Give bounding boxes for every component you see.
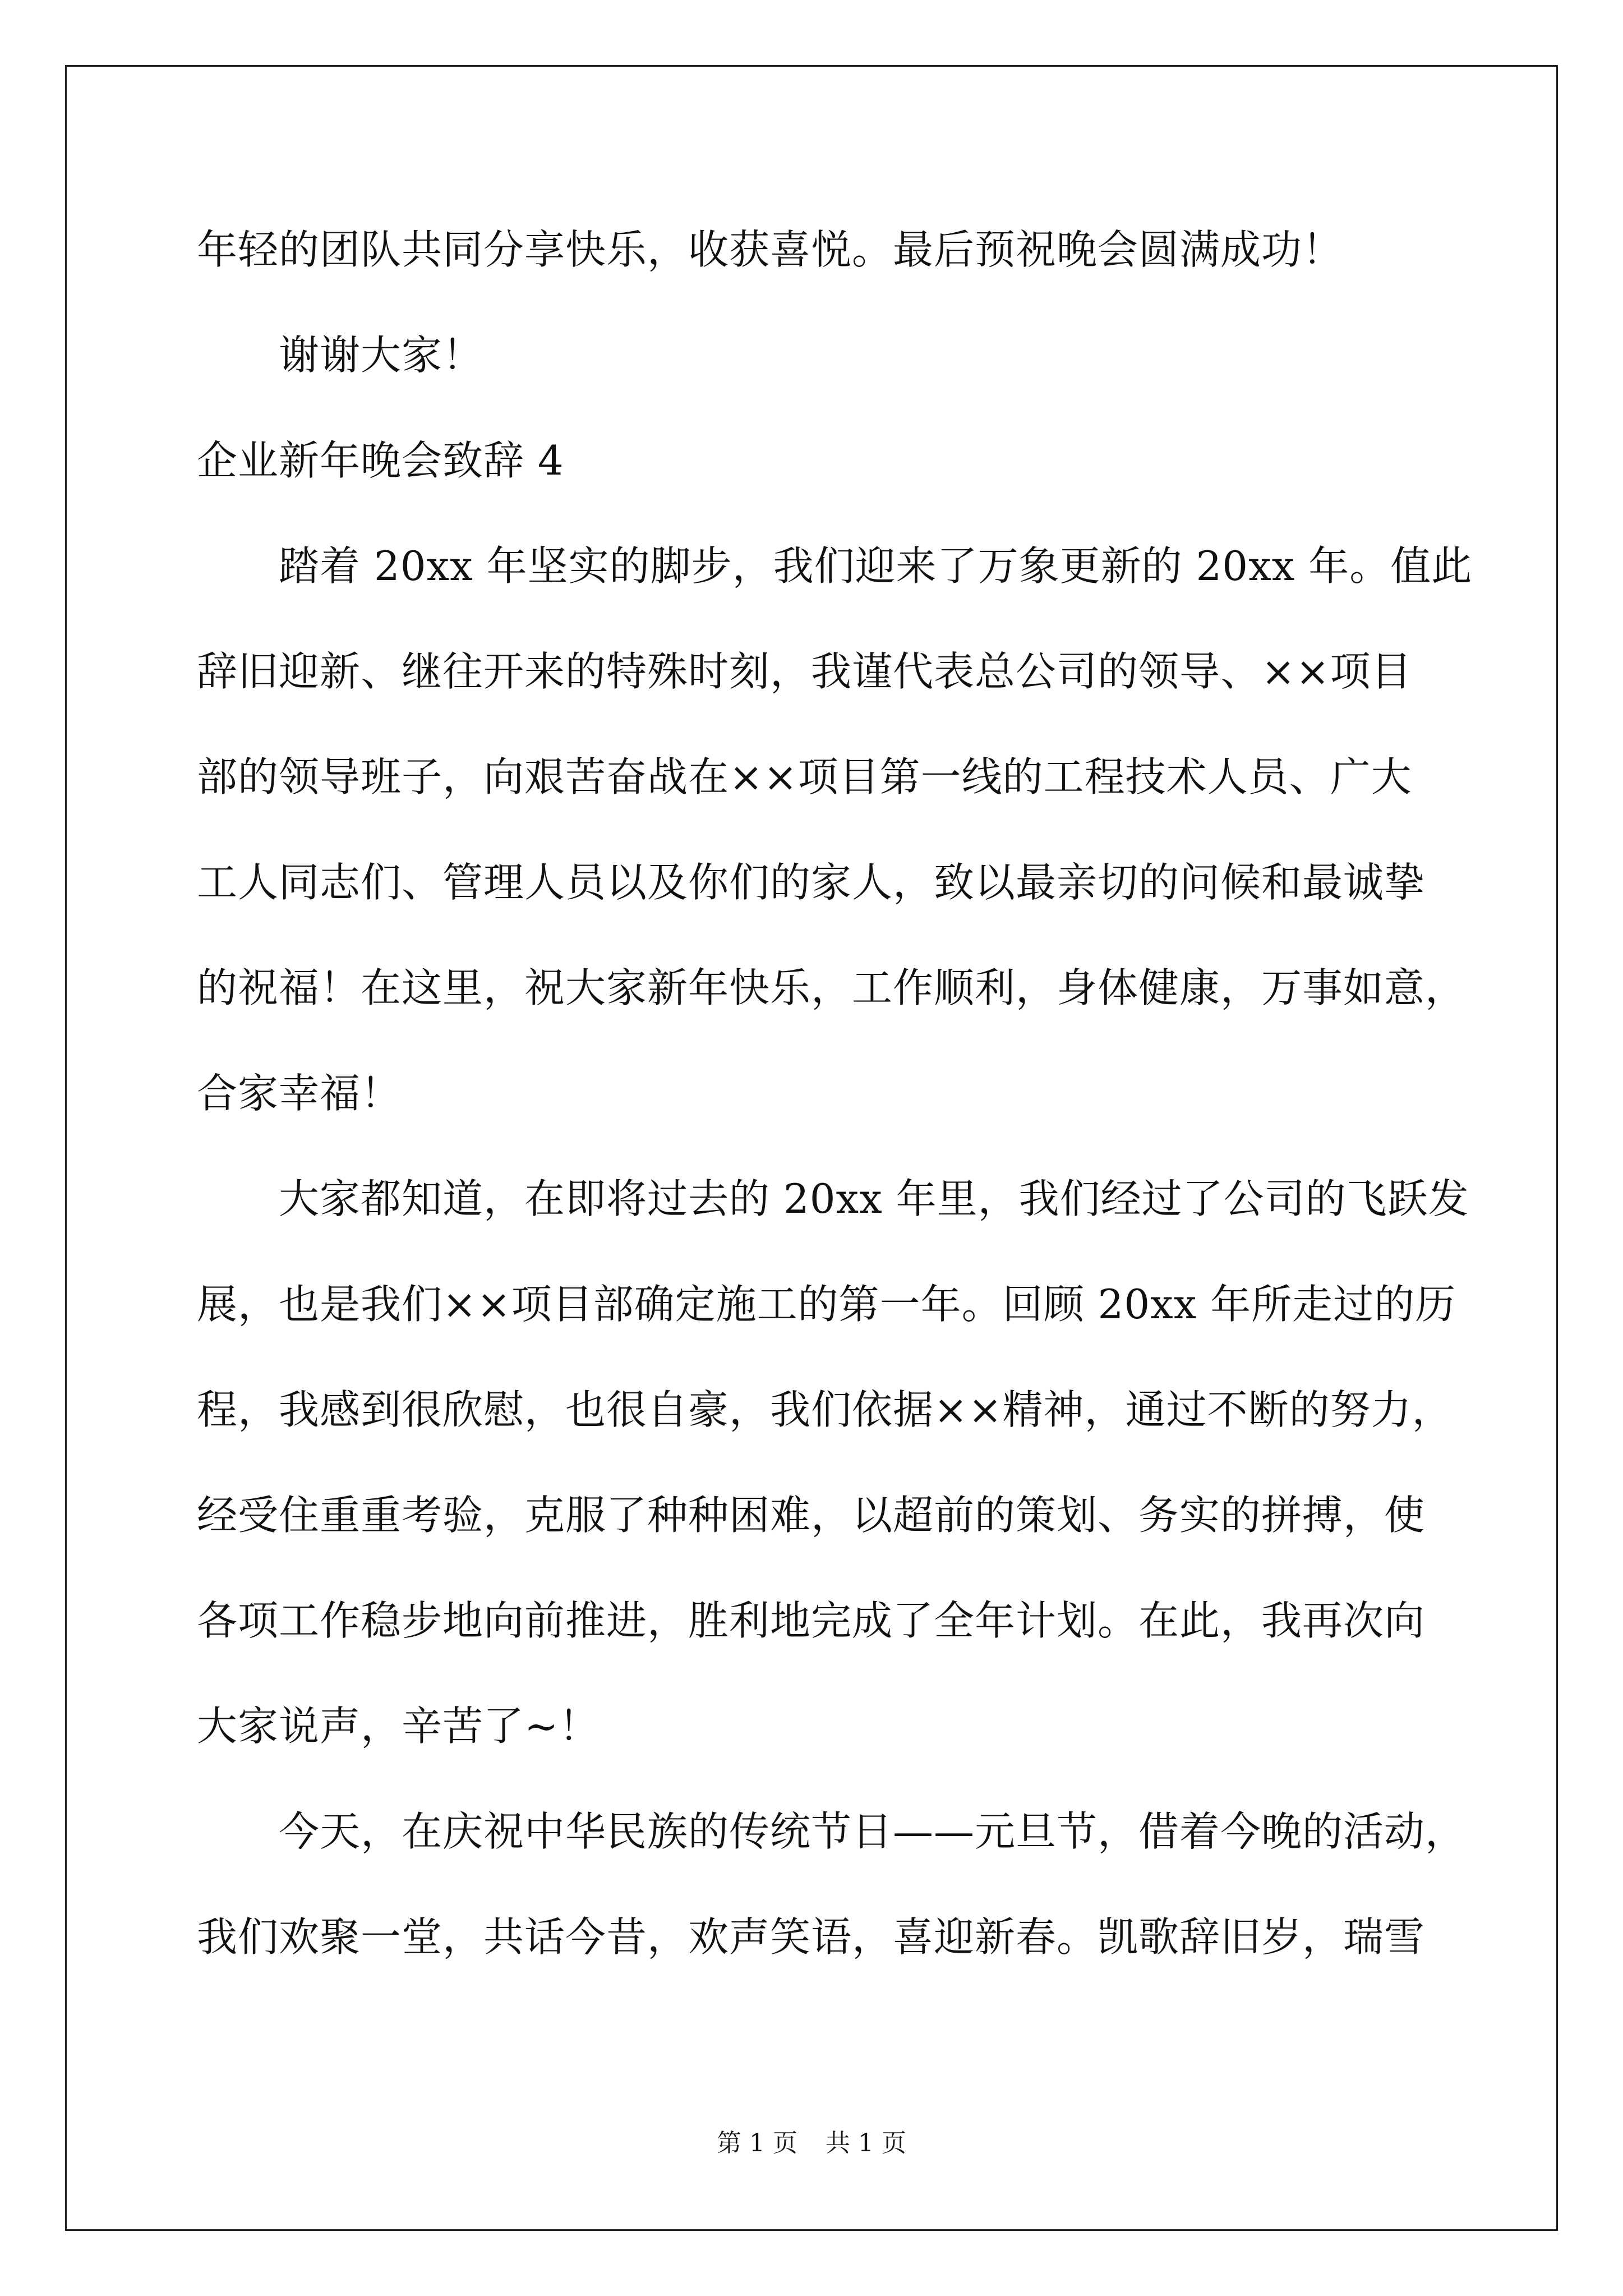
page-number-current: 第 1 页 — [717, 2129, 797, 2157]
paragraph-line: 年轻的团队共同分享快乐，收获喜悦。最后预祝晚会圆满成功！ — [197, 226, 1344, 273]
paragraph-line: 今天，在庆祝中华民族的传统节日——元旦节，借着今晚的活动， — [279, 1808, 1467, 1855]
paragraph-line: 经受住重重考验，克服了种种困难，以超前的策划、务实的拼搏，使 — [197, 1492, 1426, 1539]
paragraph-line: 大家都知道，在即将过去的 20xx 年里，我们经过了公司的飞跃发 — [279, 1175, 1469, 1222]
paragraph-line: 部的领导班子，向艰苦奋战在××项目第一线的工程技术人员、广大 — [197, 753, 1412, 800]
paragraph-line: 我们欢聚一堂，共话今昔，欢声笑语，喜迎新春。凯歌辞旧岁，瑞雪 — [197, 1913, 1426, 1961]
paragraph-line: 踏着 20xx 年坚实的脚步，我们迎来了万象更新的 20xx 年。值此 — [279, 542, 1473, 590]
paragraph-line: 辞旧迎新、继往开来的特殊时刻，我谨代表总公司的领导、××项目 — [197, 648, 1412, 695]
paragraph-line: 各项工作稳步地向前推进，胜利地完成了全年计划。在此，我再次向 — [197, 1597, 1426, 1644]
paragraph-line: 合家幸福！ — [197, 1070, 402, 1117]
document-body — [197, 216, 1473, 2009]
page-number-total: 共 1 页 — [826, 2129, 906, 2157]
paragraph-line: 谢谢大家！ — [279, 332, 484, 379]
paragraph-line: 工人同志们、管理人员以及你们的家人，致以最亲切的问候和最诚挚 — [197, 859, 1426, 906]
page-footer — [0, 2123, 1623, 2159]
paragraph-line: 展，也是我们××项目部确定施工的第一年。回顾 20xx 年所走过的历 — [197, 1281, 1456, 1328]
section-heading: 企业新年晚会致辞 4 — [197, 437, 564, 484]
paragraph-line: 程，我感到很欣慰，也很自豪，我们依据××精神，通过不断的努力， — [197, 1386, 1453, 1433]
paragraph-line: 大家说声，辛苦了~！ — [197, 1703, 600, 1750]
paragraph-line: 的祝福！在这里，祝大家新年快乐，工作顺利，身体健康，万事如意， — [197, 964, 1467, 1011]
